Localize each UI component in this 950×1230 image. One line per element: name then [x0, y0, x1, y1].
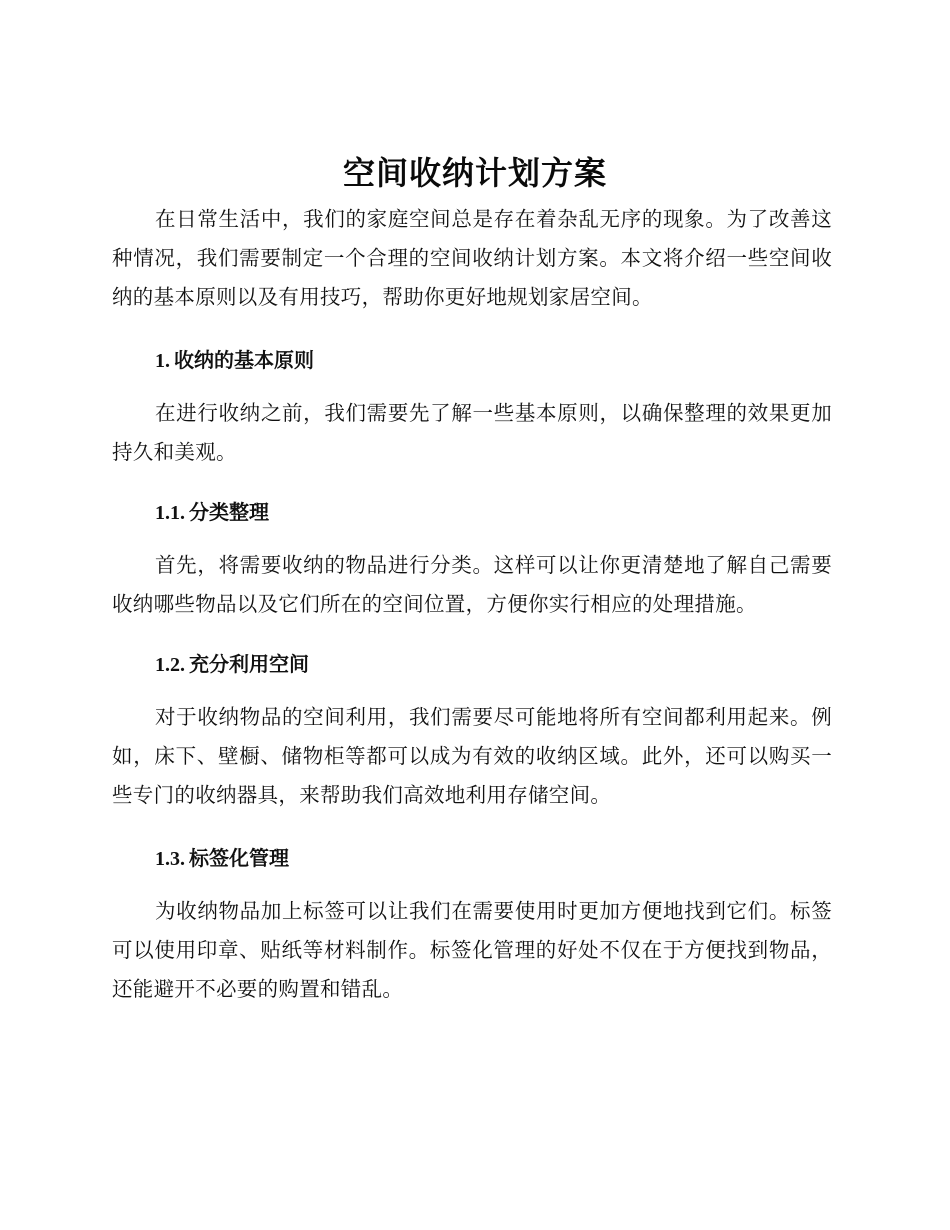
- section-heading-text: 标签化管理: [189, 846, 289, 870]
- section-paragraph-1-2: 对于收纳物品的空间利用，我们需要尽可能地将所有空间都利用起来。例如，床下、壁橱、储物柜等都可以成为有效的收纳区域。此外，还可以购买一些专门的收纳器具，来帮助我们高效地利用存储空间。: [112, 705, 832, 807]
- section-paragraph-1-1: 首先，将需要收纳的物品进行分类。这样可以让你更清楚地了解自己需要收纳哪些物品以及它们所在的空间位置，方便你实行相应的处理措施。: [112, 553, 832, 616]
- section-heading-1-3: [155, 843, 289, 874]
- section-number: 1.2.: [155, 654, 185, 676]
- section-number: 1.1.: [155, 502, 185, 524]
- section-heading-1: [155, 345, 314, 376]
- section-heading-1-2: [155, 649, 309, 680]
- section-heading-1-1: [155, 497, 269, 528]
- page-title: 空间收纳计划方案: [342, 154, 607, 192]
- section-heading-text: 分类整理: [189, 500, 269, 524]
- section-paragraph-1-3: 为收纳物品加上标签可以让我们在需要使用时更加方便地找到它们。标签可以使用印章、贴纸等材料制作。标签化管理的好处不仅在于方便找到物品，还能避开不必要的购置和错乱。: [112, 899, 832, 1001]
- section-heading-text: 收纳的基本原则: [174, 348, 314, 372]
- section-number: 1.3.: [155, 848, 185, 870]
- section-number: 1.: [155, 350, 170, 372]
- section-paragraph-1: 在进行收纳之前，我们需要先了解一些基本原则，以确保整理的效果更加持久和美观。: [112, 401, 832, 464]
- intro-paragraph: 在日常生活中，我们的家庭空间总是存在着杂乱无序的现象。为了改善这种情况，我们需要制定一个合理的空间收纳计划方案。本文将介绍一些空间收纳的基本原则以及有用技巧，帮助你更好地规划家居空间。: [112, 207, 832, 309]
- section-heading-text: 充分利用空间: [189, 652, 309, 676]
